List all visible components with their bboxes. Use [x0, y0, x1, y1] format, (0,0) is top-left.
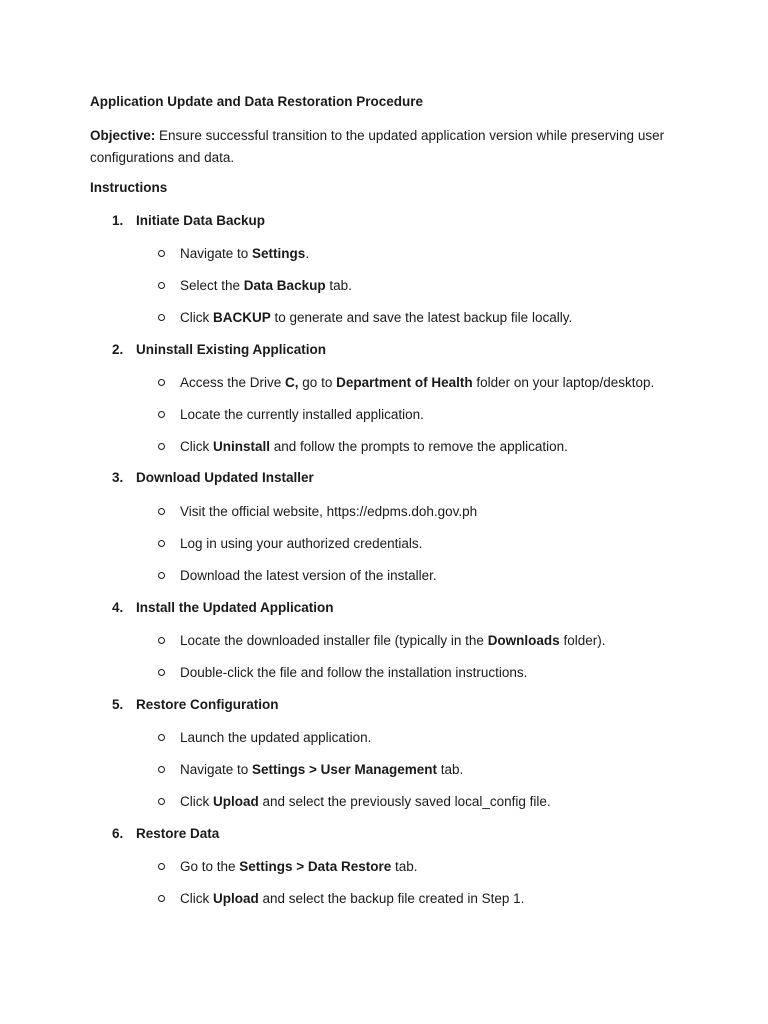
list-item-text: Navigate to [180, 762, 253, 777]
circle-bullet-icon [158, 282, 165, 289]
instructions-heading: Instructions [90, 180, 168, 195]
circle-bullet-icon [158, 411, 165, 418]
circle-bullet-icon [158, 798, 165, 805]
step-title: Uninstall Existing Application [136, 342, 327, 357]
step-title: Download Updated Installer [136, 470, 314, 485]
list-item [158, 632, 605, 650]
list-item-emphasis: Department of Health [336, 375, 473, 390]
list-item [158, 890, 524, 908]
list-item-emphasis: Settings [252, 246, 306, 261]
list-item-text: tab. [391, 859, 418, 874]
list-item-text: and follow the prompts to remove the application. [270, 439, 568, 454]
circle-bullet-icon [158, 766, 165, 773]
document-title: Application Update and Data Restoration Procedure [90, 94, 424, 109]
list-item [158, 374, 654, 392]
list-item [158, 277, 352, 295]
list-item-emphasis: Settings > User Management [252, 762, 437, 777]
list-item-text: tab. [325, 278, 352, 293]
list-item [158, 245, 309, 263]
list-item-emphasis: Downloads [487, 633, 560, 648]
circle-bullet-icon [158, 734, 165, 741]
list-item-emphasis: BACKUP [213, 310, 271, 325]
step-heading [112, 825, 219, 843]
circle-bullet-icon [158, 540, 165, 547]
list-item-text: Click [180, 439, 213, 454]
circle-bullet-icon [158, 572, 165, 579]
circle-bullet-icon [158, 508, 165, 515]
objective-label: Objective: [90, 128, 156, 143]
step-number: 6. [112, 826, 124, 841]
list-item [158, 729, 371, 747]
circle-bullet-icon [158, 443, 165, 450]
list-item [158, 664, 527, 682]
list-item-emphasis: Upload [213, 794, 259, 809]
objective-paragraph [90, 125, 690, 169]
step-heading [112, 341, 326, 359]
step-number: 2. [112, 342, 124, 357]
step-heading [112, 599, 334, 617]
list-item [158, 761, 463, 779]
list-item-text: Locate the downloaded installer file (typically in the [180, 633, 488, 648]
list-item-text: go to [298, 375, 337, 390]
list-item [158, 406, 424, 424]
list-item [158, 503, 477, 521]
list-item-text: Locate the currently installed application. [180, 407, 424, 422]
list-item-emphasis: Upload [213, 891, 259, 906]
circle-bullet-icon [158, 250, 165, 257]
step-title: Initiate Data Backup [136, 213, 266, 228]
list-item-text: Navigate to [180, 246, 253, 261]
step-heading [112, 469, 314, 487]
list-item [158, 567, 437, 585]
list-item-emphasis: C, [285, 375, 299, 390]
circle-bullet-icon [158, 314, 165, 321]
list-item-text: Select the [180, 278, 244, 293]
step-number: 3. [112, 470, 124, 485]
list-item [158, 535, 422, 553]
list-item [158, 858, 418, 876]
list-item-text: Click [180, 310, 213, 325]
list-item [158, 438, 568, 456]
circle-bullet-icon [158, 637, 165, 644]
list-item-text: folder on your laptop/desktop. [472, 375, 655, 390]
circle-bullet-icon [158, 379, 165, 386]
list-item-text: tab. [436, 762, 464, 777]
list-item-text: . [305, 246, 310, 261]
step-title: Restore Configuration [136, 697, 279, 712]
list-item-text: Click [180, 891, 213, 906]
list-item [158, 793, 551, 811]
list-item-text: and select the backup file created in Step 1. [258, 891, 525, 906]
list-item-text: Click [180, 794, 213, 809]
step-title: Restore Data [136, 826, 220, 841]
list-item-text: Visit the official website, https://edpms.doh.gov.ph [180, 504, 478, 519]
list-item-text: to generate and save the latest backup file locally. [270, 310, 573, 325]
circle-bullet-icon [158, 895, 165, 902]
list-item-emphasis: Uninstall [213, 439, 271, 454]
step-number: 5. [112, 697, 124, 712]
step-title: Install the Updated Application [136, 600, 334, 615]
list-item-text: and select the previously saved local_config file. [258, 794, 551, 809]
circle-bullet-icon [158, 863, 165, 870]
step-number: 4. [112, 600, 124, 615]
list-item [158, 309, 572, 327]
list-item-text: Access the Drive [180, 375, 286, 390]
objective-text: Ensure successful transition to the updated application version while preserving user configurations and data. [90, 128, 665, 165]
step-heading [112, 696, 279, 714]
list-item-text: Launch the updated application. [180, 730, 372, 745]
list-item-emphasis: Settings > Data Restore [239, 859, 392, 874]
list-item-text: Log in using your authorized credentials. [180, 536, 423, 551]
circle-bullet-icon [158, 669, 165, 676]
list-item-text: folder). [559, 633, 606, 648]
list-item-text: Go to the [180, 859, 240, 874]
list-item-emphasis: Data Backup [243, 278, 326, 293]
list-item-text: Download the latest version of the installer. [180, 568, 437, 583]
step-heading [112, 212, 265, 230]
list-item-text: Double-click the file and follow the installation instructions. [180, 665, 528, 680]
step-number: 1. [112, 213, 124, 228]
